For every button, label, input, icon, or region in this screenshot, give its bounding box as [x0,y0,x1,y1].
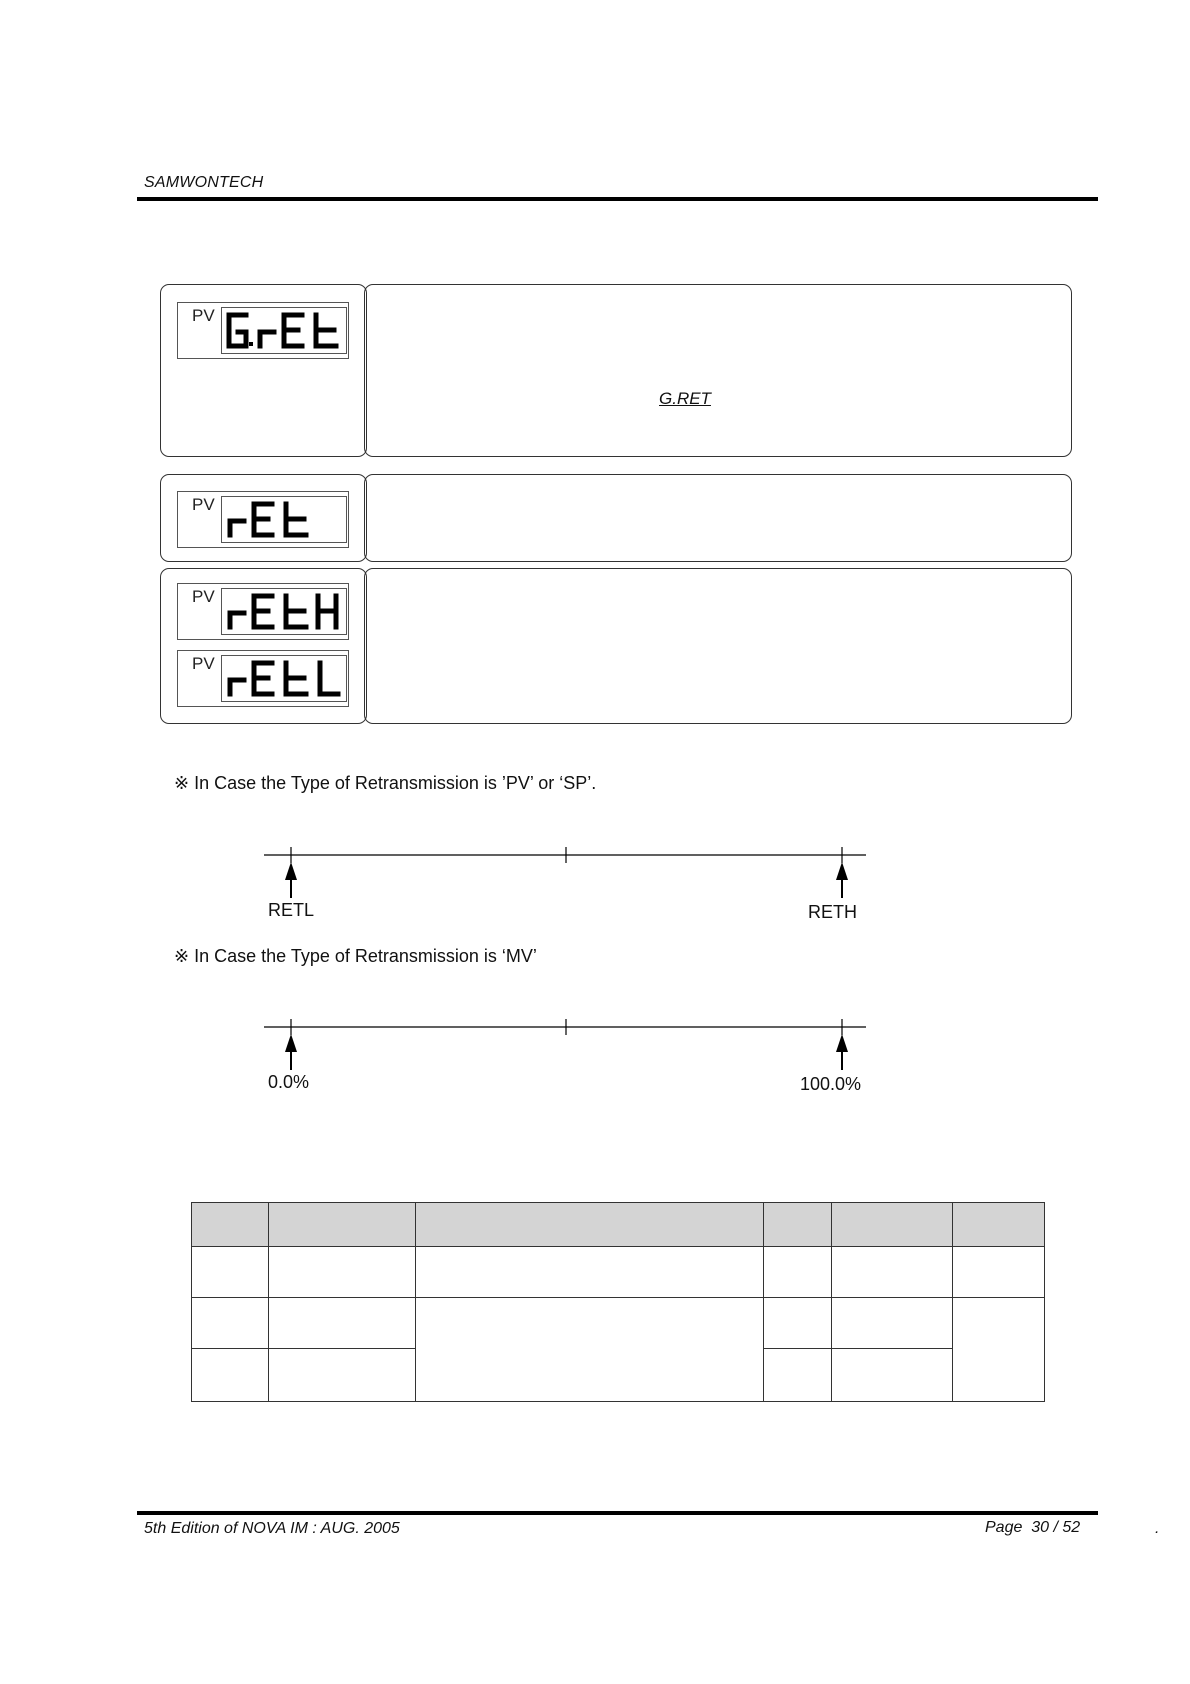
segment-display-ret [221,496,347,543]
table-cell [415,1247,764,1298]
table-cell [268,1349,415,1402]
table-cell-merged [953,1298,1045,1402]
note-pv-sp: ※ In Case the Type of Retransmission is ’PV’ or ‘SP’. [174,773,597,793]
pv-label: PV [192,654,215,673]
table-cell [192,1247,269,1298]
lcd-gret [177,302,349,359]
table-cell [268,1298,415,1349]
note-mv: ※ In Case the Type of Retransmission is ‘MV’ [174,946,537,966]
table-cell [953,1247,1045,1298]
description-panel-reth-retl [364,568,1072,724]
table-header-cell [953,1203,1045,1247]
table-cell [832,1298,953,1349]
lcd-retl [177,650,349,707]
footer-trailing-mark: . [1155,1520,1160,1537]
arrow-up-icon [836,1034,848,1070]
table-cell [764,1349,832,1402]
arrow-up-icon [836,862,848,898]
table-cell [764,1298,832,1349]
footer-rule [137,1511,1098,1515]
scale-label-reth: RETH [808,902,857,922]
display-panel-reth-retl [160,568,367,724]
pv-label: PV [192,587,215,606]
gret-link[interactable]: G.RET [659,389,711,408]
table-cell [268,1247,415,1298]
description-panel-gret [364,284,1072,457]
header-rule [137,197,1098,201]
scale-label-min: 0.0% [268,1072,310,1092]
pv-label: PV [192,495,215,514]
segment-display-gret [221,307,347,354]
display-panel-gret [160,284,367,457]
pv-label: PV [192,306,215,325]
table-cell [832,1349,953,1402]
table-header-cell [764,1203,832,1247]
table-cell-merged [415,1298,764,1402]
description-panel-ret [364,474,1072,562]
table-header-row [192,1203,1045,1247]
lcd-reth [177,583,349,640]
table-header-cell [268,1203,415,1247]
table-cell [192,1349,269,1402]
parameter-table [191,1202,1045,1402]
segment-glyphs-retl [222,656,346,701]
footer-edition: 5th Edition of NOVA IM : AUG. 2005 [144,1520,400,1537]
segment-display-reth [221,588,347,635]
arrow-up-icon [285,862,297,898]
company-header: SAMWONTECH [144,174,264,191]
segment-glyphs-ret [222,497,346,542]
lcd-ret [177,491,349,548]
table-cell [764,1247,832,1298]
scale-mv [260,1012,880,1072]
table-cell [832,1247,953,1298]
table-row [192,1298,1045,1349]
table-header-cell [415,1203,764,1247]
table-row [192,1247,1045,1298]
display-panel-ret [160,474,367,562]
arrow-up-icon [285,1034,297,1070]
scale-pv-sp [260,840,880,900]
segment-display-retl [221,655,347,702]
segment-glyphs-gret [222,308,346,353]
scale-label-max: 100.0% [800,1074,862,1094]
table-cell [192,1298,269,1349]
table-header-cell [832,1203,953,1247]
table-header-cell [192,1203,269,1247]
segment-glyphs-reth [222,589,346,634]
scale-label-retl: RETL [268,900,315,920]
footer-page-number: Page 30 / 52 [985,1519,1081,1536]
